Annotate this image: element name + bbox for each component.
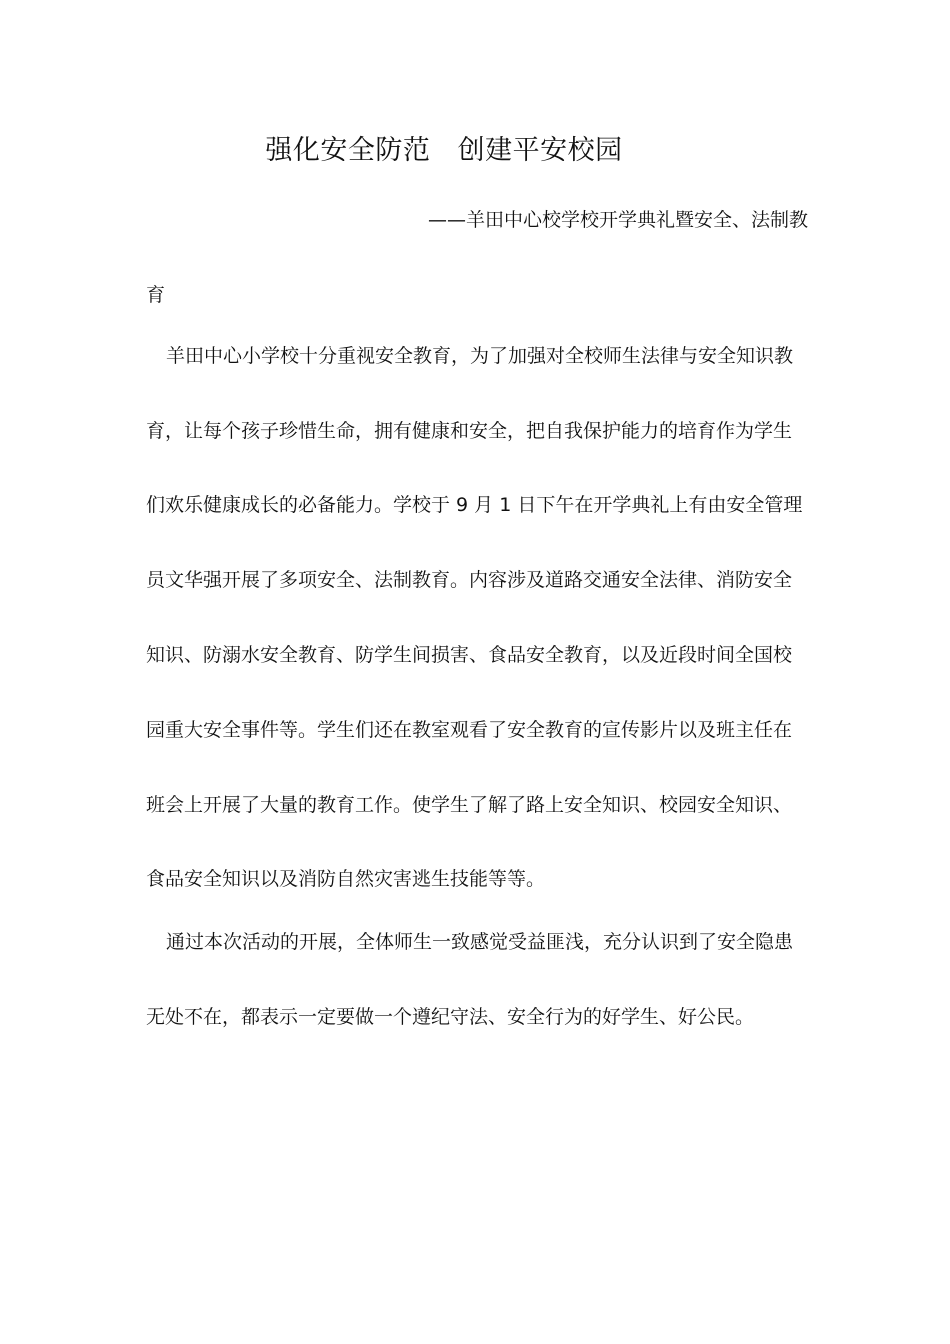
document-subtitle: ——羊田中心校学校开学典礼暨安全、法制教 [427,209,808,231]
paragraph-2-line: 无处不在，都表示一定要做一个遵纪守法、安全行为的好学生、好公民。 [146,1006,755,1028]
paragraph-1-line: 员文华强开展了多项安全、法制教育。内容涉及道路交通安全法律、消防安全 [146,569,793,591]
paragraph-1-line: 们欢乐健康成长的必备能力。学校于 9 月 1 日下午在开学典礼上有由安全管理 [146,494,803,516]
paragraph-2-line: 通过本次活动的开展，全体师生一致感觉受益匪浅，充分认识到了安全隐患 [166,931,794,953]
paragraph-1-line: 食品安全知识以及消防自然灾害逃生技能等等。 [146,868,546,890]
paragraph-1-line: 知识、防溺水安全教育、防学生间损害、食品安全教育，以及近段时间全国校 [146,644,793,666]
document-title: 强化安全防范 创建平安校园 [265,135,623,166]
paragraph-1-line: 羊田中心小学校十分重视安全教育，为了加强对全校师生法律与安全知识教 [166,345,794,367]
document-subtitle-continuation: 育 [146,284,166,306]
paragraph-1-line: 班会上开展了大量的教育工作。使学生了解了路上安全知识、校园安全知识、 [146,794,793,816]
paragraph-1-line: 园重大安全事件等。学生们还在教室观看了安全教育的宣传影片以及班主任在 [146,719,793,741]
paragraph-1-line: 育，让每个孩子珍惜生命，拥有健康和安全，把自我保护能力的培育作为学生 [146,420,793,442]
